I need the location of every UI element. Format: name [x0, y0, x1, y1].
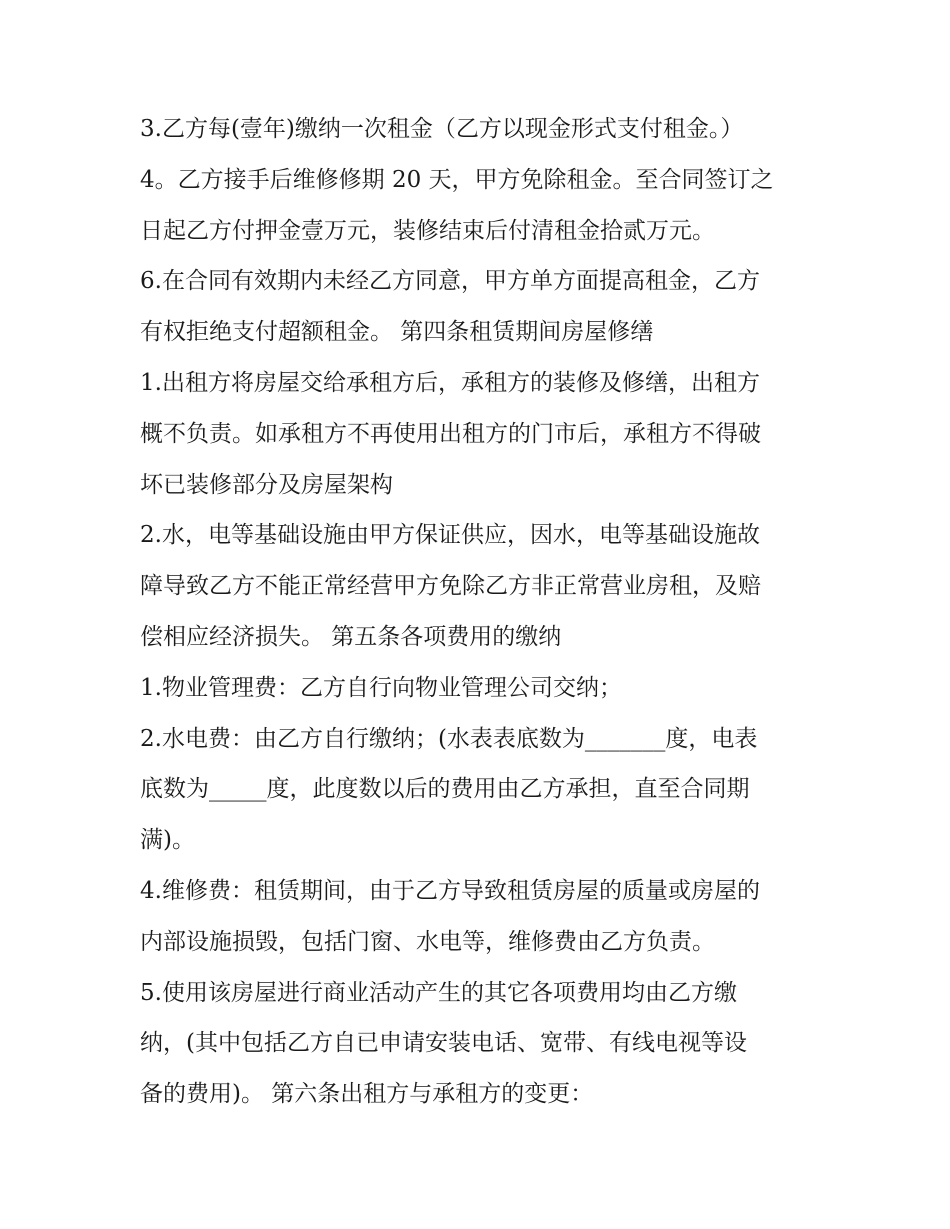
- text-line: 日起乙方付押金壹万元，装修结束后付清租金拾贰万元。: [140, 217, 715, 244]
- text-line: 概不负责。如承租方不再使用出租方的门市后，承租方不得破: [140, 420, 761, 447]
- text-line: 坏已装修部分及房屋架构: [140, 471, 393, 498]
- text-line: 满)。: [140, 827, 195, 854]
- text-line: 障导致乙方不能正常经营甲方免除乙方非正常营业房租，及赔: [140, 573, 761, 600]
- text-line: 2.水，电等基础设施由甲方保证供应，因水，电等基础设施故: [140, 522, 760, 549]
- text-line: 4.维修费：租赁期间，由于乙方导致租赁房屋的质量或房屋的: [140, 877, 760, 904]
- text-line: 内部设施损毁，包括门窗、水电等，维修费由乙方负责。: [140, 928, 715, 955]
- text-line: 偿相应经济损失。 第五条各项费用的缴纳: [140, 623, 562, 650]
- text-line: 纳，(其中包括乙方自已申请安装电话、宽带、有线电视等设: [140, 1030, 747, 1057]
- text-line: 有权拒绝支付超额租金。 第四条租赁期间房屋修缮: [140, 319, 654, 346]
- text-line: 3.乙方每(壹年)缴纳一次租金（乙方以现金形式支付租金。）: [140, 116, 744, 142]
- text-line: 6.在合同有效期内未经乙方同意，甲方单方面提高租金，乙方: [140, 268, 760, 295]
- text-line: 2.水电费：由乙方自行缴纳；(水表表底数为_______度，电表: [140, 725, 758, 752]
- text-line: 4。乙方接手后维修修期 20 天，甲方免除租金。至合同签订之: [140, 166, 774, 193]
- text-line: 5.使用该房屋进行商业活动产生的其它各项费用均由乙方缴: [140, 979, 737, 1006]
- document-body: [140, 104, 820, 1120]
- text-line: 备的费用)。 第六条出租方与承租方的变更：: [140, 1081, 594, 1108]
- text-line: 1.出租方将房屋交给承租方后，承租方的装修及修缮，出租方: [140, 369, 760, 396]
- text-line: 底数为_____度，此度数以后的费用由乙方承担，直至合同期: [140, 776, 750, 803]
- text-line: 1.物业管理费：乙方自行向物业管理公司交纳；: [140, 674, 622, 701]
